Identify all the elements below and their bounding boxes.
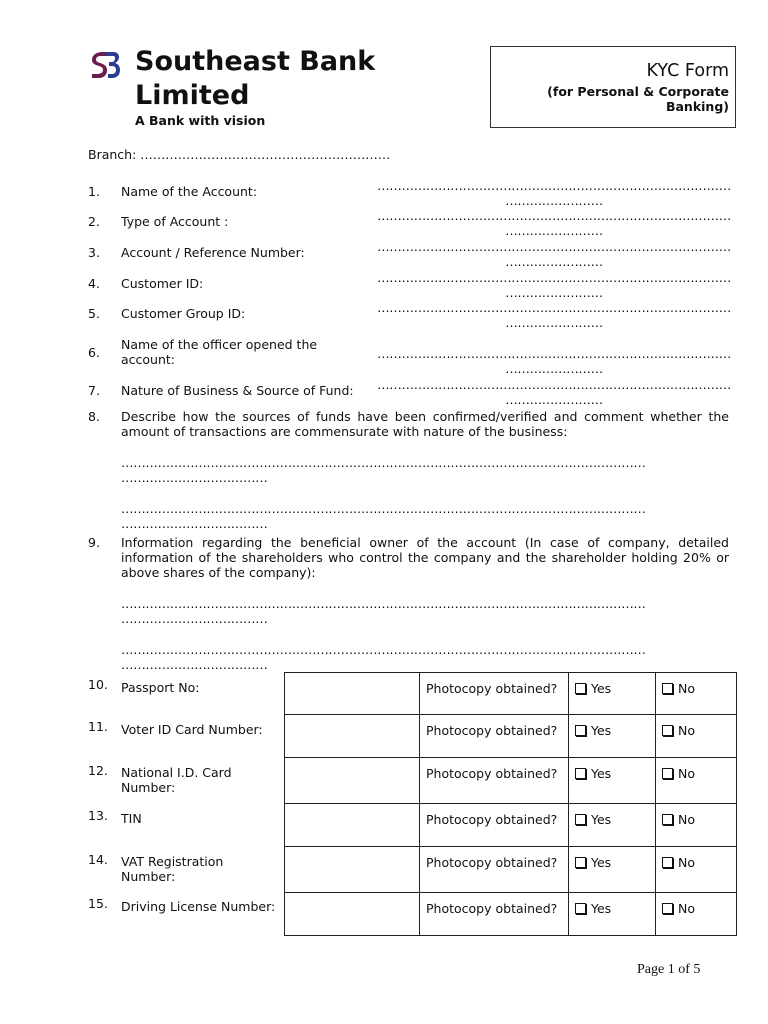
fund-verification-line[interactable]: ………………………………………………………………………………………………………………… ………………………………: [121, 455, 646, 485]
voter-id-field[interactable]: [285, 715, 420, 758]
checkbox-icon: [575, 814, 586, 825]
vat-registration-field[interactable]: [285, 847, 420, 893]
field-number: 6.: [88, 345, 100, 360]
national-id-field[interactable]: [285, 758, 420, 804]
photocopy-label: Photocopy obtained?: [420, 804, 569, 847]
driving-license-field[interactable]: [285, 893, 420, 936]
bank-tagline: A Bank with vision: [135, 113, 266, 128]
field-number: 5.: [88, 306, 100, 321]
yes-label: Yes: [591, 901, 612, 916]
photocopy-yes-checkbox[interactable]: [569, 847, 656, 893]
photocopy-no-checkbox[interactable]: [656, 893, 737, 936]
field-number: 15.: [88, 896, 108, 911]
photocopy-label: Photocopy obtained?: [420, 673, 569, 715]
passport-number-field[interactable]: [285, 673, 420, 715]
field-label-officer-name: Name of the officer opened the account:: [121, 337, 318, 367]
photocopy-yes-checkbox[interactable]: [569, 673, 656, 715]
field-label-vat: VAT Registration Number:: [121, 854, 224, 884]
no-label: No: [678, 855, 695, 870]
beneficial-owner-line[interactable]: ………………………………………………………………………………………………………………… ………………………………: [121, 642, 646, 672]
field-label-account-type: Type of Account :: [121, 214, 229, 229]
field-label-driving-license: Driving License Number:: [121, 899, 276, 914]
checkbox-icon: [575, 857, 586, 868]
field-label-account-name: Name of the Account:: [121, 184, 258, 199]
yes-label: Yes: [591, 681, 612, 696]
table-row: [285, 847, 737, 893]
customer-group-id-field[interactable]: …………………………………………………………………………… ……………………: [377, 300, 731, 330]
field-label-passport: Passport No:: [121, 680, 200, 695]
photocopy-label: Photocopy obtained?: [420, 847, 569, 893]
checkbox-icon: [662, 768, 673, 779]
field-label-business-nature: Nature of Business & Source of Fund:: [121, 383, 354, 398]
field-number: 3.: [88, 245, 100, 260]
field-number: 9.: [88, 535, 100, 550]
checkbox-icon: [575, 903, 586, 914]
photocopy-label: Photocopy obtained?: [420, 715, 569, 758]
checkbox-icon: [575, 768, 586, 779]
field-label-customer-id: Customer ID:: [121, 276, 204, 291]
photocopy-no-checkbox[interactable]: [656, 758, 737, 804]
field-label-reference-number: Account / Reference Number:: [121, 245, 305, 260]
photocopy-no-checkbox[interactable]: [656, 847, 737, 893]
checkbox-icon: [575, 683, 586, 694]
id-documents-table: [284, 672, 737, 936]
checkbox-icon: [662, 814, 673, 825]
photocopy-label: Photocopy obtained?: [420, 758, 569, 804]
field-number: 11.: [88, 719, 108, 734]
field-number: 13.: [88, 808, 108, 823]
tin-field[interactable]: [285, 804, 420, 847]
checkbox-icon: [662, 683, 673, 694]
field-number: 8.: [88, 409, 100, 424]
field-label-national-id: National I.D. Card Number:: [121, 765, 232, 795]
photocopy-yes-checkbox[interactable]: [569, 893, 656, 936]
photocopy-yes-checkbox[interactable]: [569, 804, 656, 847]
field-number: 14.: [88, 852, 108, 867]
no-label: No: [678, 812, 695, 827]
page-number: Page 1 of 5: [637, 962, 701, 977]
photocopy-label: Photocopy obtained?: [420, 893, 569, 936]
account-type-field[interactable]: …………………………………………………………………………… ……………………: [377, 208, 731, 238]
checkbox-icon: [575, 725, 586, 736]
field-number: 10.: [88, 677, 108, 692]
question-fund-verification: Describe how the sources of funds have been confirmed/verified and comment whether the amount of transactions are commensurate with nature of the business:: [121, 409, 729, 439]
bank-name: Southeast Bank Limited: [135, 46, 376, 111]
no-label: No: [678, 901, 695, 916]
no-label: No: [678, 766, 695, 781]
table-row: [285, 758, 737, 804]
customer-id-field[interactable]: …………………………………………………………………………… ……………………: [377, 270, 731, 300]
field-number: 1.: [88, 184, 100, 199]
field-number: 12.: [88, 763, 108, 778]
photocopy-yes-checkbox[interactable]: [569, 715, 656, 758]
yes-label: Yes: [591, 723, 612, 738]
form-title: KYC Form: [646, 61, 729, 81]
table-row: [285, 715, 737, 758]
account-name-field[interactable]: …………………………………………………………………………… ……………………: [377, 178, 731, 208]
no-label: No: [678, 723, 695, 738]
checkbox-icon: [662, 725, 673, 736]
no-label: No: [678, 681, 695, 696]
yes-label: Yes: [591, 855, 612, 870]
southeast-bank-logo-icon: [89, 49, 121, 81]
photocopy-yes-checkbox[interactable]: [569, 758, 656, 804]
field-number: 2.: [88, 214, 100, 229]
business-nature-field[interactable]: …………………………………………………………………………… ……………………: [377, 377, 731, 407]
checkbox-icon: [662, 903, 673, 914]
branch-field[interactable]: Branch: ……………………………………………………: [88, 147, 391, 162]
checkbox-icon: [662, 857, 673, 868]
field-label-voter-id: Voter ID Card Number:: [121, 722, 263, 737]
field-label-customer-group-id: Customer Group ID:: [121, 306, 246, 321]
yes-label: Yes: [591, 812, 612, 827]
field-number: 4.: [88, 276, 100, 291]
fund-verification-line[interactable]: ………………………………………………………………………………………………………………… ………………………………: [121, 501, 646, 531]
photocopy-no-checkbox[interactable]: [656, 804, 737, 847]
officer-name-field[interactable]: …………………………………………………………………………… ……………………: [377, 346, 731, 376]
beneficial-owner-line[interactable]: ………………………………………………………………………………………………………………… ………………………………: [121, 596, 646, 626]
field-label-tin: TIN: [121, 811, 142, 826]
table-row: [285, 804, 737, 847]
question-beneficial-owner: Information regarding the beneficial owner of the account (In case of company, detailed information of the shareholders who control the company and the shareholder holding 20% or above shares of the company):: [121, 535, 729, 580]
form-title-box: [490, 46, 736, 128]
table-row: [285, 673, 737, 715]
photocopy-no-checkbox[interactable]: [656, 715, 737, 758]
field-number: 7.: [88, 383, 100, 398]
reference-number-field[interactable]: …………………………………………………………………………… ……………………: [377, 239, 731, 269]
photocopy-no-checkbox[interactable]: [656, 673, 737, 715]
yes-label: Yes: [591, 766, 612, 781]
form-subtitle: (for Personal & Corporate Banking): [547, 84, 729, 114]
table-row: [285, 893, 737, 936]
